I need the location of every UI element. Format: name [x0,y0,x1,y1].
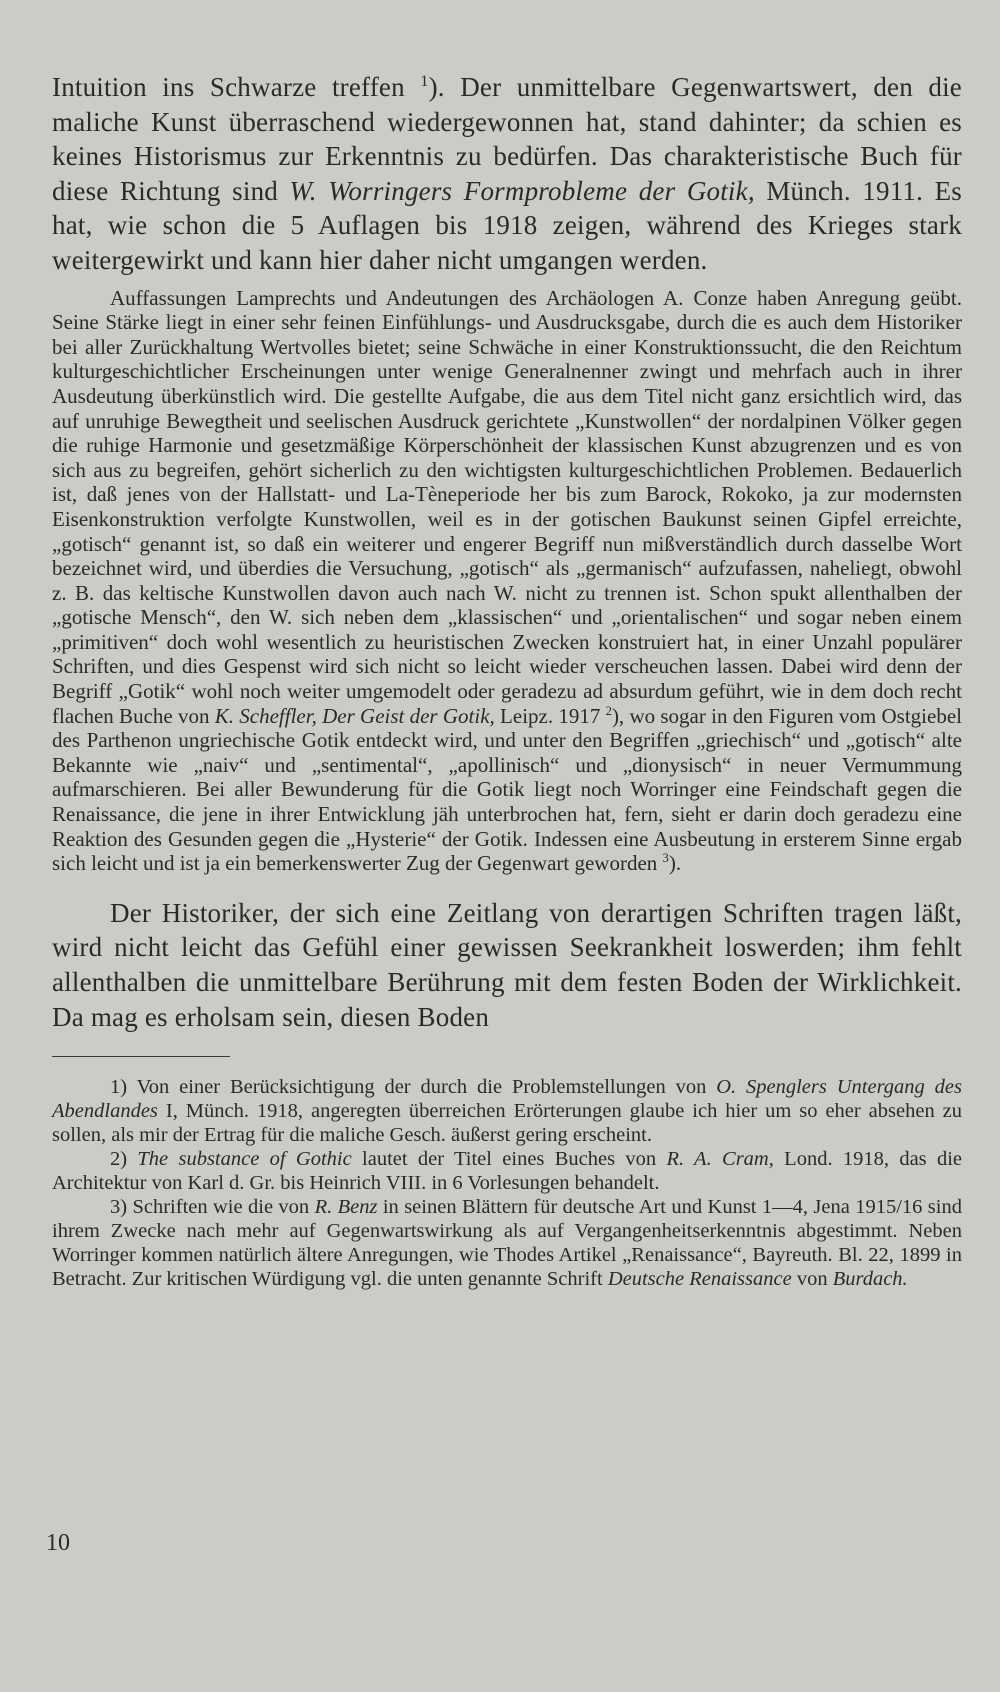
text-run: 2) [110,1148,138,1171]
footnote-1 [52,1075,962,1147]
text-run: in seinen Blättern für deutsche Art und Kunst 1—4, Jena 1915/16 sind ihrem Zwecke nach mehr auf Gegenwartswirkung als auf Vergangenheitserkenntnis abgestimmt. Neben Worringer kommen natürlich ältere Anregungen, wie Thodes Artikel „Renaissance“, Bayreuth. Bl. 22, 1899 in Betracht. Zur kritischen Würdigung vgl. die unten genannte Schrift [52,1196,962,1291]
text-run: Auffassungen Lamprechts und Andeutungen des Archäologen A. Conze haben Anregung geübt. Seine Stärke liegt in einer sehr feinen Einfühlungs- und Ausdrucksgabe, durch die es auch dem Historiker bei aller Zurückhaltung Wertvolles bietet; seine Schwäche in einer Konstruktionssucht, die den Reichtum kulturgeschichtlicher Erscheinungen unter wenige Generalnenner zwingt und mehrfach auch in ihrer Ausdeutung überkünstlich wird. Die gestellte Aufgabe, die aus dem Titel nicht ganz ersichtlich wird, das auf unruhige Bewegtheit und seelischen Ausdruck gerichtete „Kunstwollen“ der nordalpinen Völker gegen die ruhige Harmonie und gesetzmäßige Körperschönheit der klassischen Kunst abzugrenzen und es von sich aus zu begreifen, gehört sicherlich zu den wichtigsten kulturgeschichtlichen Problemen. Bedauerlich ist, daß jenes von der Hallstatt- und La-Tèneperiode her bis zum Barock, Rokoko, ja zur modernsten Eisenkonstruktion verfolgte Kunstwollen, weil es in der gotischen Baukunst seinen Gipfel erreichte, „gotisch“ genannt ist, so daß ein weiterer und engerer Begriff nun mißverständlich durch dasselbe Wort bezeichnet wird, und überdies die Versuchung, „gotisch“ als „germanisch“ aufzufassen, naheliegt, obwohl z. B. das keltische Kunstwollen davon auch nach W. nicht zu trennen ist. Schon spukt allenthalben der „gotische Mensch“, den W. sich neben dem „klassischen“ und „orientalischen“ und sogar neben einem „primitiven“ doch wohl wesentlich zu heuristischen Zwecken konstruiert hat, in einer Unzahl populärer Schriften, und dies Gespenst wird sich nicht so leicht wieder verscheuchen lassen. Dabei wird denn der Begriff „Gotik“ wohl noch weiter umgemodelt oder geradezu ad absurdum geführt, wie in dem doch recht flachen Buche von [52,285,962,728]
book-title-scheffler: K. Scheffler, Der Geist der Gotik, [214,703,495,728]
text-run: 1) Von einer Berücksichtigung der durch die Problemstellungen von [110,1076,717,1099]
text-run: lautet der Titel eines Buches von [351,1148,667,1171]
page-content [52,70,962,1291]
text-run: 3) Schriften wie die von [110,1196,315,1219]
small-print-paragraph [52,286,962,876]
body-paragraph-2: Der Historiker, der sich eine Zeitlang von derartigen Schriften tragen läßt, wird nicht leicht das Gefühl einer gewissen Seekrankheit loswerden; ihm fehlt allenthalben die unmittelbare Berührung mit dem festen Boden der Wirklichkeit. Da mag es erholsam sein, diesen Boden [52,897,962,1032]
footnote-ref-2: 2 [605,703,612,718]
footnote-divider [52,1056,230,1057]
text-run: ). Der unmittelbare Gegenwartswert, den die maliche Kunst überraschend wiedergewonnen hat, stand dahinter; da schien es keines Historismus zur Erkenntnis zu bedürfen. Das charakteristische Buch für diese Richtung sind [52,72,962,206]
text-run: Lond. 1918, das die Architektur von Karl d. Gr. bis Heinrich VIII. in 6 Vorlesungen behandelt. [52,1148,963,1195]
book-title-spengler: O. Spenglers Untergang des Abendlandes [52,1076,962,1123]
text-run: von [791,1268,833,1291]
text-run: ). [668,851,682,876]
book-title-worringer: W. Worringers Formprobleme der Gotik, [289,175,755,206]
text-run: I, Münch. 1918, angeregten überreichen Erörterungen glaube ich hier um so eher absehen zu sollen, als mir der Ertrag für die maliche Gesch. äußerst gering erscheint. [52,1100,962,1147]
text-run: ), wo sogar in den Figuren vom Ostgiebel des Parthenon ungriechische Gotik entdeckt wird, und unter den Begriffen „griechisch“ und „gotisch“ alte Bekannte wie „naiv“ und „sentimental“, „apollinisch“ und „dionysisch“ in neuer Vermummung aufmarschieren. Bei aller Bewunderung für die Gotik liegt noch Worringer eine Feindschaft gegen die Renaissance, die jene in ihrer Entwicklung jäh unterbrochen hat, fern, sieht er darin doch geradezu eine Reaktion des Gesunden gegen die „Hysterie“ der Gotik. Indessen eine Ausbeutung in ersterem Sinne ergab sich leicht und ist ja ein bemerkenswerter Zug der Gegenwart geworden [52,703,962,876]
author-benz: R. Benz [314,1196,378,1219]
text-run: Münch. 1911. Es hat, wie schon die 5 Auflagen bis 1918 zeigen, während des Krieges stark weitergewirkt und kann hier daher nicht umgangen werden. [52,175,962,275]
author-cram: R. A. Cram, [666,1148,774,1171]
footnote-ref-3: 3 [662,851,669,866]
body-paragraph-1 [52,70,962,278]
author-burdach: Burdach. [832,1268,908,1291]
book-title-burdach: Deutsche Renaissance [607,1268,792,1291]
footnote-2 [52,1147,962,1195]
text-run: Intuition ins Schwarze treffen [52,72,421,102]
book-title-cram: The substance of Gothic [137,1148,352,1171]
page-number: 10 [46,1530,70,1556]
footnote-3 [52,1195,962,1291]
text-run: Leipz. 1917 [494,703,606,728]
footnote-ref-1: 1 [420,72,429,90]
